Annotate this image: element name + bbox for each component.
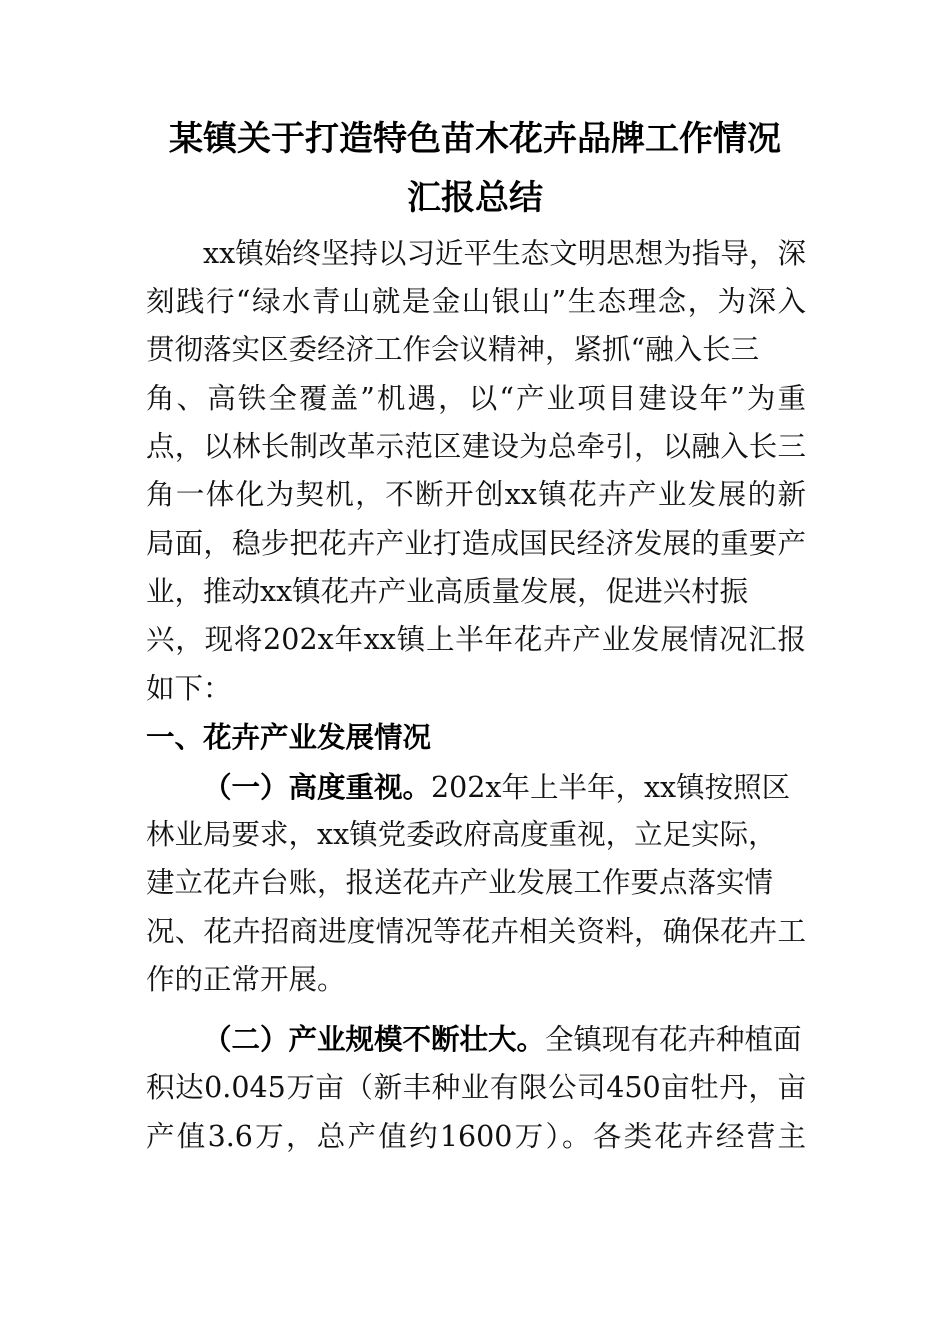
item-2-first-line — [203, 1018, 802, 1061]
item-2-text: 全镇现有花卉种植面 — [545, 1023, 802, 1056]
section-heading: 一、花卉产业发展情况 — [146, 721, 432, 754]
item-1-line: 作的正常开展。 — [146, 963, 346, 996]
intro-paragraph-line: 如下： — [146, 672, 232, 705]
item-1-label: （一）高度重视。 — [203, 770, 432, 804]
intro-paragraph-line: 兴，现将202x年xx镇上半年花卉产业发展情况汇报 — [146, 623, 806, 656]
intro-paragraph-line: 局面，稳步把花卉产业打造成国民经济发展的重要产 — [146, 527, 806, 560]
intro-paragraph-line: 刻践行“绿水青山就是金山银山”生态理念，为深入 — [146, 285, 806, 318]
item-1-line: 林业局要求，xx镇党委政府高度重视，立足实际， — [146, 818, 777, 851]
item-1-line: 建立花卉台账，报送花卉产业发展工作要点落实情 — [146, 866, 774, 899]
intro-paragraph-line: xx镇始终坚持以习近平生态文明思想为指导，深 — [203, 237, 806, 270]
item-1-text: 202x年上半年，xx镇按照区 — [431, 771, 791, 804]
intro-paragraph-line: 角、高铁全覆盖”机遇，以“产业项目建设年”为重 — [146, 382, 806, 415]
item-1-first-line — [203, 766, 790, 809]
intro-paragraph-line: 点，以林长制改革示范区建设为总牵引，以融入长三 — [146, 430, 806, 463]
item-2-line: 产值3.6万，总产值约1600万）。各类花卉经营主 — [146, 1120, 806, 1153]
intro-paragraph-line: 贯彻落实区委经济工作会议精神，紧抓“融入长三 — [146, 333, 760, 366]
intro-paragraph-line: 业，推动xx镇花卉产业高质量发展，促进兴村振 — [146, 575, 749, 608]
intro-paragraph-line: 角一体化为契机，不断开创xx镇花卉产业发展的新 — [146, 478, 806, 511]
document-title-line-1: 某镇关于打造特色苗木花卉品牌工作情况 — [169, 119, 781, 159]
item-2-line: 积达0.045万亩（新丰种业有限公司450亩牡丹，亩 — [146, 1071, 806, 1104]
document-title-line-2: 汇报总结 — [407, 178, 543, 218]
item-1-line: 况、花卉招商进度情况等花卉相关资料，确保花卉工 — [146, 915, 806, 948]
item-2-label: （二）产业规模不断壮大。 — [203, 1022, 546, 1056]
